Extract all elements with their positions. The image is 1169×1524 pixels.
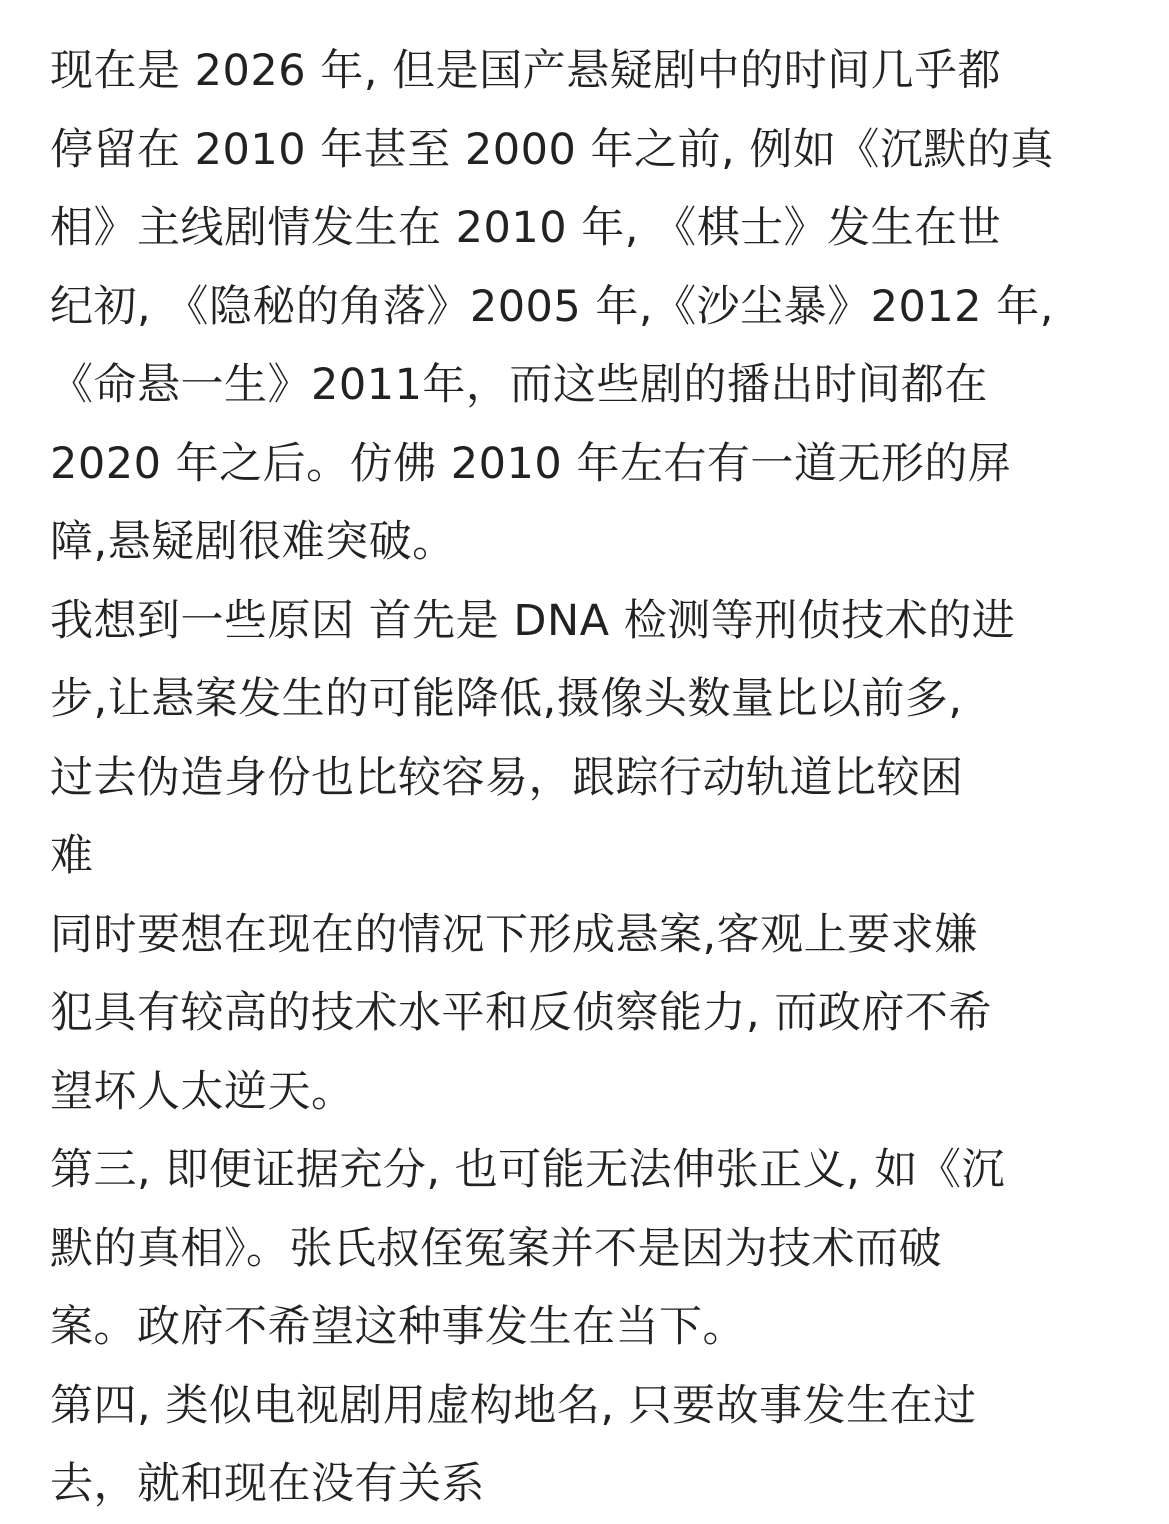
text-line: 过去伪造身份也比较容易，跟踪行动轨道比较困	[50, 752, 964, 803]
text-line: 我想到一些原因 首先是 DNA 检测等刑侦技术的进	[50, 595, 1016, 646]
text-line: 望坏人太逆天。	[50, 1066, 355, 1117]
text-line: 2020 年之后。仿佛 2010 年左右有一道无形的屏	[50, 438, 1012, 489]
text-line: 案。政府不希望这种事发生在当下。	[50, 1302, 746, 1352]
text-line: 相》主线剧情发生在 2010 年, 《棋士》发生在世	[50, 203, 1002, 253]
document-body	[50, 32, 1149, 1524]
text-line: 停留在 2010 年甚至 2000 年之前, 例如《沉默的真	[50, 124, 1054, 175]
text-line: 去，就和现在没有关系	[50, 1459, 485, 1509]
text-line: 难	[50, 831, 94, 881]
text-line: 犯具有较高的技术水平和反侦察能力, 而政府不希	[50, 988, 992, 1038]
text-line: 第三, 即便证据充分, 也可能无法伸张正义, 如《沉	[50, 1145, 1006, 1195]
text-line: 障,悬疑剧很难突破。	[50, 517, 456, 567]
text-line: 纪初, 《隐秘的角落》2005 年,《沙尘暴》2012 年,	[50, 281, 1054, 332]
text-line: 《命悬一生》2011年，而这些剧的播出时间都在	[50, 360, 988, 410]
text-line: 步,让悬案发生的可能降低,摄像头数量比以前多,	[50, 674, 963, 724]
text-line: 第四, 类似电视剧用虚构地名, 只要故事发生在过	[50, 1380, 977, 1431]
text-line: 同时要想在现在的情况下形成悬案,客观上要求嫌	[50, 909, 978, 960]
text-line: 默的真相》。张氏叔侄冤案并不是因为技术而破	[50, 1223, 942, 1274]
text-line: 现在是 2026 年, 但是国产悬疑剧中的时间几乎都	[50, 46, 1002, 96]
